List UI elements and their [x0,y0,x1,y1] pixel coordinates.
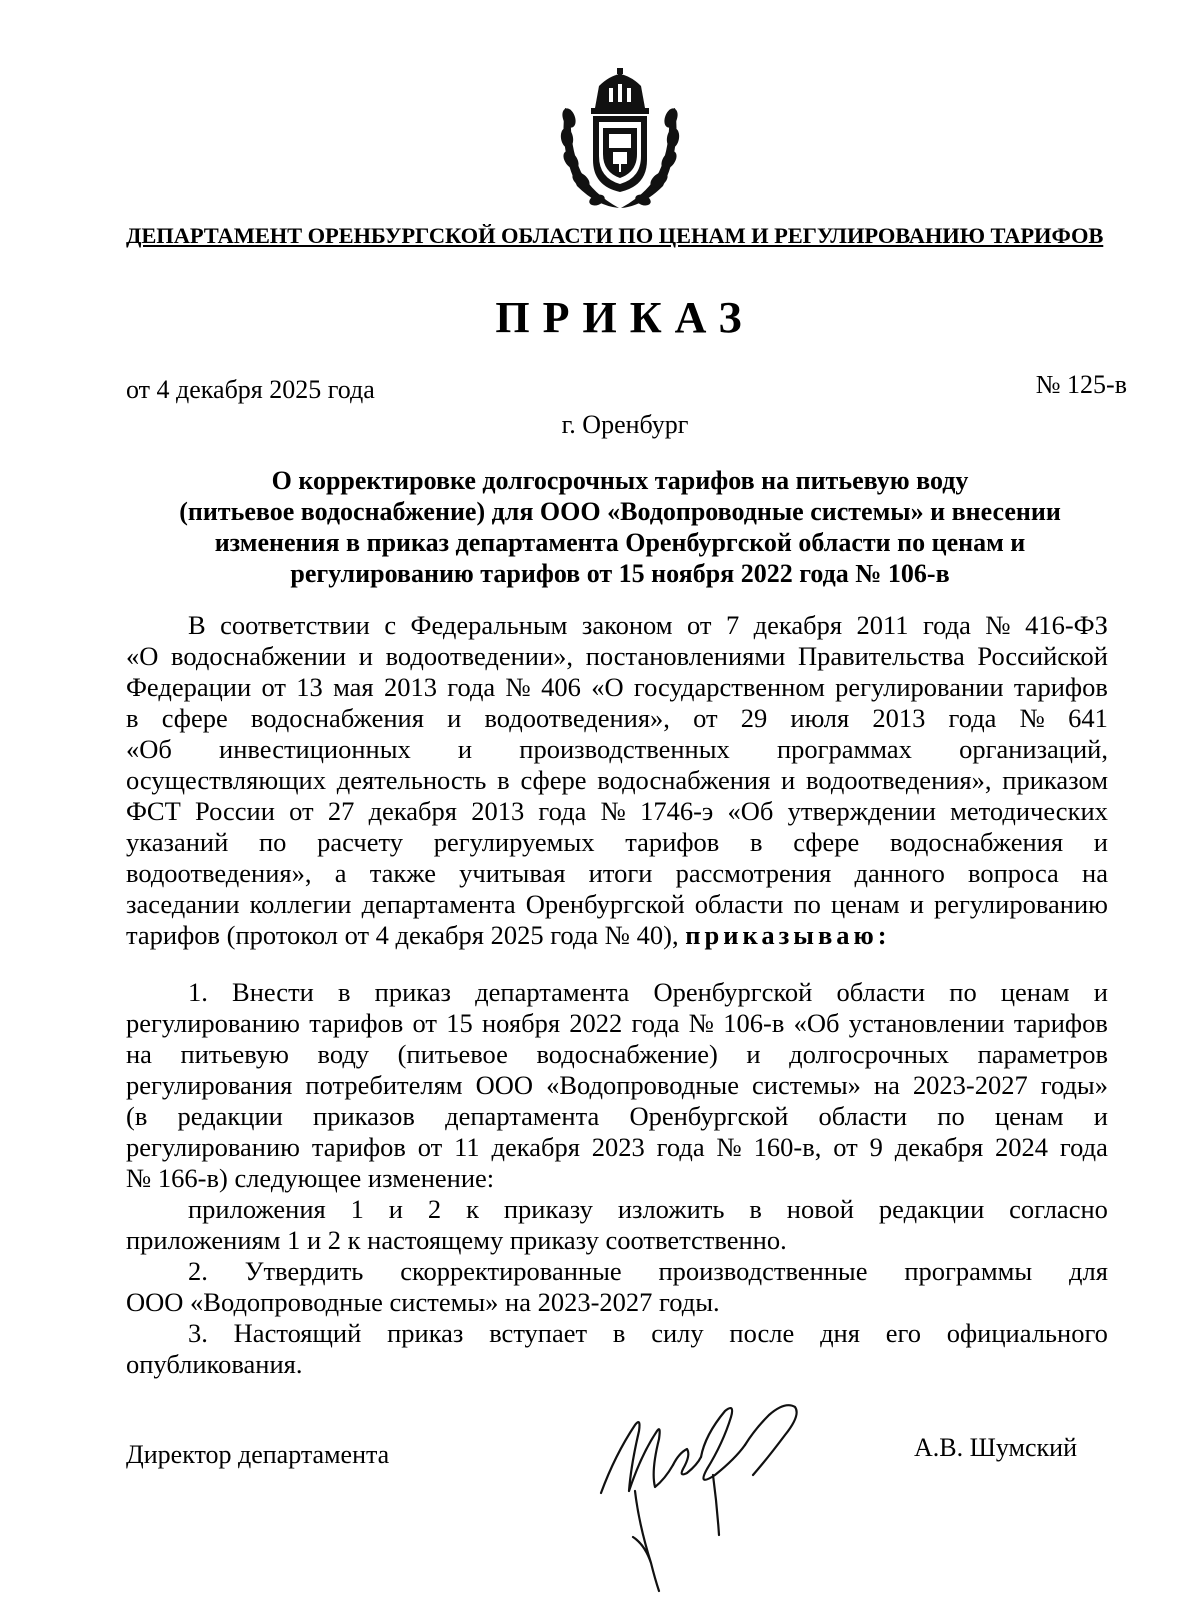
word: сфере [793,827,860,857]
word: тарифов [625,827,720,857]
subject-line: (питьевое водоснабжение) для ООО «Водопроводные системы» и внесении [179,497,1061,526]
text-line [126,1101,1108,1132]
word: по [793,889,821,919]
word: года [948,703,997,733]
word: 1. [188,977,208,1007]
word: и [1093,977,1108,1007]
word: вопроса [968,858,1059,888]
order-item-3 [126,1318,1108,1380]
word: регулированию [126,1008,300,1038]
word: ООО [475,1070,534,1100]
word: Федеральным [410,610,568,640]
word: утверждении [787,796,936,826]
word: области [818,1101,908,1131]
word: официального [946,1318,1108,1348]
text-line: № 166-в) следующее изменение: [126,1163,495,1193]
word: Настоящий [233,1318,362,1348]
word: постановлениями [585,641,786,671]
word: и [1093,827,1108,857]
word: ценам [830,889,900,919]
word: 29 [740,703,768,733]
text-line [126,858,1108,889]
word: сфере [520,765,587,795]
word: производственных [519,734,730,764]
order-date: от 4 декабря 2025 года [126,375,375,404]
word: № [716,1132,742,1162]
word: годы» [1040,1070,1108,1100]
word: приложения [188,1194,326,1224]
word: года [631,1008,680,1038]
word: производственные [658,1256,868,1286]
text-line [126,889,1108,920]
word: и [909,889,924,919]
subject-line: О корректировке долгосрочных тарифов на питьевую воду [271,466,969,495]
word: водоснабжения [250,703,424,733]
word: приказом [1002,765,1108,795]
word: по [949,977,977,1007]
text-line [126,703,1108,734]
word: «Водопроводные [546,1070,739,1100]
word: организаций, [959,734,1108,764]
word: года [1059,1132,1108,1162]
word: 2. [188,1256,208,1286]
text-line [126,672,1108,703]
text-line [126,610,1108,641]
word: департамента [475,977,630,1007]
word: водоснабжение) [536,1039,718,1069]
word: для [1069,1256,1108,1286]
word: ценам [1000,977,1070,1007]
word: данного [854,858,945,888]
word: тарифов [1013,672,1108,702]
word: приказ [374,977,451,1007]
word: и [388,1194,403,1224]
word: скорректированные [400,1256,622,1286]
handwritten-signature [595,1395,810,1595]
text-line [126,1132,1108,1163]
word: водоотведении», [385,641,574,671]
word: и [746,1039,761,1069]
word: от [261,672,286,702]
word: регулированию [933,889,1108,919]
text-line [126,827,1108,858]
word: коллегии [249,889,352,919]
word: программах [776,734,912,764]
word: Федерации [126,672,252,702]
word: мая [333,672,374,702]
subject-line: изменения в приказ департамента Оренбургской области по ценам и [214,528,1026,557]
preamble-paragraph [126,610,1108,951]
word: и [358,641,373,671]
word: 11 [454,1132,480,1162]
word: по [259,827,287,857]
word: регулируемых [433,827,595,857]
text-line [126,977,1108,1008]
word: 1746-э [640,796,714,826]
word: параметров [977,1039,1108,1069]
order-number: № 125-в [1035,370,1127,399]
word: в [126,703,139,733]
word: 106-в [723,1008,785,1038]
signatory-name: А.В. Шумский [914,1433,1077,1462]
word: редакции [177,1101,283,1131]
word: регулирования [126,1070,293,1100]
text-line: ООО «Водопроводные системы» на 2023-2027 годы. [126,1287,720,1317]
word: инвестиционных [219,734,411,764]
word: силу [651,1318,704,1348]
word: после [729,1318,795,1348]
word: на [126,1039,152,1069]
word: заседании [126,889,240,919]
word: от [833,1132,858,1162]
word: декабря [368,796,457,826]
word: 641 [1068,703,1108,733]
word: водоотведения», [126,858,312,888]
word: в [749,1194,762,1224]
text-line [126,765,1108,796]
word: а [334,858,347,888]
word: 1 [350,1194,364,1224]
word: регулированию [126,1132,300,1162]
word: от [693,703,718,733]
word: методических [950,796,1108,826]
word: установлении [848,1008,1005,1038]
word: (в [126,1101,148,1131]
word: водоснабжения [890,827,1064,857]
word: 2 [427,1194,442,1224]
word: «О [591,672,624,702]
department-name: ДЕПАРТАМЕНТ ОРЕНБУРГСКОЙ ОБЛАСТИ ПО ЦЕНАМ И РЕГУЛИРОВАНИЮ ТАРИФОВ [126,223,1104,248]
text-line [126,920,1108,951]
word: года [447,672,496,702]
word: в [612,1318,626,1348]
word: и [1093,1101,1108,1131]
word: 9 [869,1132,883,1162]
word: долгосрочных [789,1039,950,1069]
word: Оренбургской [525,889,685,919]
word: России [195,796,275,826]
coat-of-arms-icon [557,68,683,210]
word: 2013 [383,672,437,702]
word: в [497,765,510,795]
text-line: приложениям 1 и 2 к настоящему приказу соответственно. [126,1225,787,1255]
signatory-title: Директор департамента [126,1440,390,1469]
word: его [885,1318,921,1348]
order-directive: приказываю: [685,920,891,950]
word: деятельность [336,765,487,795]
word: № [505,672,531,702]
word: 160-в, [753,1132,822,1162]
word: в [750,827,763,857]
word: законом [581,610,673,640]
word: 7 [725,610,740,640]
word: декабря [894,1132,984,1162]
word: ФСТ [126,796,181,826]
word: водоотведения», [806,765,992,795]
word: 2022 [569,1008,623,1038]
word: департамента [445,1101,600,1131]
word: Утвердить [244,1256,364,1286]
word: от [289,796,314,826]
word: 3. [188,1318,208,1348]
text-line [126,1039,1108,1070]
word: вступает [489,1318,588,1348]
word: ноября [481,1008,561,1038]
word: на [1082,858,1108,888]
word: государственном [633,672,825,702]
word: № [688,1008,715,1038]
word: от [412,1008,437,1038]
word: «Об [126,734,172,764]
word: Оренбургской [629,1101,789,1131]
preamble-last-text: тарифов (протокол от 4 декабря 2025 года № 40), [126,920,679,950]
word: также [369,858,436,888]
word: сфере [161,703,228,733]
word: области [694,889,784,919]
word: декабря [753,610,843,640]
word: приказов [313,1101,415,1131]
text-line [126,1008,1108,1039]
word: воду [317,1039,370,1069]
word: с [384,610,397,640]
word: 416-ФЗ [1025,610,1108,640]
order-item-1 [126,977,1108,1256]
word: тарифов [1013,1008,1108,1038]
word: (питьевое [397,1039,508,1069]
text-line [126,734,1108,765]
word: к [466,1194,479,1224]
word: года [538,796,587,826]
word: 2011 [856,610,909,640]
word: года [922,610,971,640]
word: Оренбургской [653,977,813,1007]
word: ценам [994,1101,1064,1131]
text-line [126,1256,1108,1287]
word: согласно [1009,1194,1108,1224]
word: 2023 [591,1132,645,1162]
order-city: г. Оренбург [561,410,689,439]
word: итоги [588,858,653,888]
word: Внести [232,977,314,1007]
word: В [188,610,206,640]
word: 13 [296,672,323,702]
word: 406 [541,672,581,702]
word: от [687,610,712,640]
word: № [600,796,626,826]
word: «Об [793,1008,840,1038]
word: водоотведения», [484,703,670,733]
word: приказу [503,1194,593,1224]
word: июля [790,703,850,733]
word: от [417,1132,443,1162]
text-line [126,641,1108,672]
word: 2013 [872,703,926,733]
word: учитывая [459,858,566,888]
word: системы» [752,1070,861,1100]
word: Правительства [797,641,965,671]
word: новой [786,1194,854,1224]
word: департамента [361,889,516,919]
word: на [873,1070,900,1100]
word: расчету [317,827,403,857]
text-line [126,1194,1108,1225]
word: № [1019,703,1045,733]
word: соответствии [220,610,370,640]
word: 27 [327,796,355,826]
word: осуществляющих [126,765,326,795]
order-subject [140,465,1100,589]
word: программы [904,1256,1033,1286]
word: питьевую [180,1039,289,1069]
word: тарифов [309,1008,404,1038]
word: 15 [446,1008,473,1038]
word: «О [126,641,159,671]
word: водоснабжении [171,641,347,671]
word: и [457,734,473,764]
word: дня [820,1318,860,1348]
word: редакции [878,1194,985,1224]
text-line: опубликования. [126,1349,303,1379]
subject-line: регулированию тарифов от 15 ноября 2022 года № 106-в [290,559,950,588]
word: изложить [617,1194,725,1224]
word: № [985,610,1011,640]
word: тарифов [311,1132,406,1162]
document-type-title: ПРИКАЗ [495,293,755,342]
word: года [656,1132,705,1162]
word: и [781,765,796,795]
text-line [126,1318,1108,1349]
word: 2024 [995,1132,1049,1162]
word: регулировании [835,672,1004,702]
word: потребителям [305,1070,463,1100]
word: водоснабжения [597,765,771,795]
order-item-2 [126,1256,1108,1318]
word: 2013 [471,796,525,826]
text-line [126,796,1108,827]
word: «Об [727,796,774,826]
word: декабря [491,1132,580,1162]
word: области [836,977,926,1007]
word: и [447,703,462,733]
word: рассмотрения [675,858,832,888]
word: по [937,1101,965,1131]
word: 2023-2027 [912,1070,1028,1100]
word: указаний [126,827,229,857]
word: в [338,977,351,1007]
text-line [126,1070,1108,1101]
word: приказ [387,1318,464,1348]
word: Российской [977,641,1108,671]
